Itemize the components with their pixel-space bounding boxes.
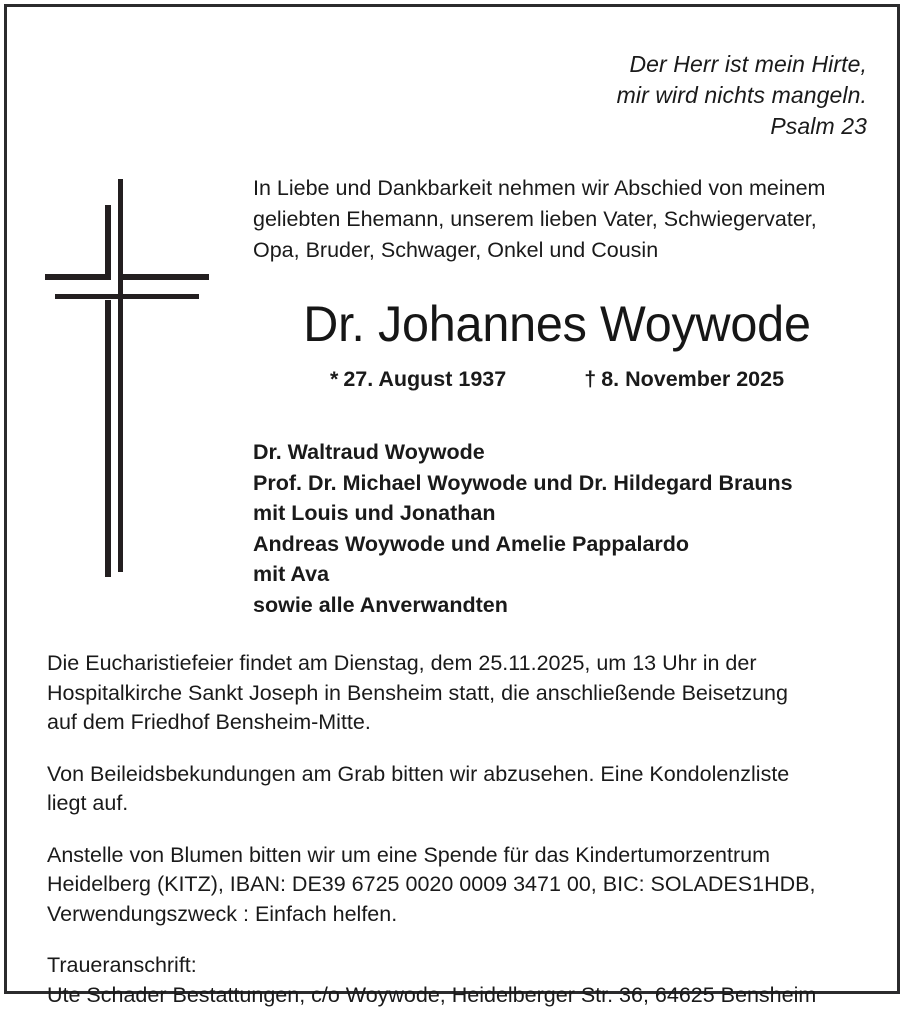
intro-line-1: In Liebe und Dankbarkeit nehmen wir Abschied von meinem xyxy=(253,173,885,204)
donation-reference: Verwendungszweck : Einfach helfen. xyxy=(47,900,887,930)
donation-bank-details: Heidelberg (KITZ), IBAN: DE39 6725 0020 0009 3471 00, BIC: SOLADES1HDB, xyxy=(47,870,887,900)
family-list xyxy=(253,437,873,620)
family-line-5: mit Ava xyxy=(253,559,873,590)
mourning-address-paragraph xyxy=(47,951,887,1010)
death-date-value: 8. November 2025 xyxy=(601,367,784,391)
cross-icon xyxy=(37,167,227,587)
family-line-1: Dr. Waltraud Woywode xyxy=(253,437,873,468)
life-dates xyxy=(237,367,877,392)
donation-request-line-1: Anstelle von Blumen bitten wir um eine Spende für das Kindertumorzentrum xyxy=(47,841,887,871)
condolence-request-line-1: Von Beileidsbekundungen am Grab bitten wir abzusehen. Eine Kondolenzliste xyxy=(47,760,887,790)
intro-text xyxy=(253,173,885,266)
epigraph-source: Psalm 23 xyxy=(447,111,867,142)
birth-star-icon: * xyxy=(330,367,338,391)
intro-line-2: geliebten Ehemann, unserem lieben Vater, Schwiegervater, xyxy=(253,204,885,235)
epigraph-line-2: mir wird nichts mangeln. xyxy=(447,80,867,111)
scripture-epigraph xyxy=(447,49,867,142)
obituary-notice xyxy=(4,4,900,994)
family-line-6: sowie alle Anverwandten xyxy=(253,590,873,621)
death-dagger-icon: † xyxy=(584,367,596,391)
family-line-2: Prof. Dr. Michael Woywode und Dr. Hildegard Brauns xyxy=(253,468,873,499)
birth-date xyxy=(330,367,506,392)
mourning-address-label: Traueranschrift: xyxy=(47,951,887,981)
service-details-line-3: auf dem Friedhof Bensheim-Mitte. xyxy=(47,708,887,738)
notice-body xyxy=(47,649,887,1010)
family-line-3: mit Louis und Jonathan xyxy=(253,498,873,529)
donation-request-paragraph xyxy=(47,841,887,930)
service-details-line-1: Die Eucharistiefeier findet am Dienstag, dem 25.11.2025, um 13 Uhr in der xyxy=(47,649,887,679)
deceased-name: Dr. Johannes Woywode xyxy=(247,295,868,353)
condolence-request-line-2: liegt auf. xyxy=(47,789,887,819)
condolence-request-paragraph xyxy=(47,760,887,819)
death-date xyxy=(584,367,784,392)
intro-line-3: Opa, Bruder, Schwager, Onkel und Cousin xyxy=(253,235,885,266)
epigraph-line-1: Der Herr ist mein Hirte, xyxy=(447,49,867,80)
service-details-paragraph xyxy=(47,649,887,738)
birth-date-value: 27. August 1937 xyxy=(343,367,506,391)
service-details-line-2: Hospitalkirche Sankt Joseph in Bensheim statt, die anschließende Beisetzung xyxy=(47,679,887,709)
family-line-4: Andreas Woywode und Amelie Pappalardo xyxy=(253,529,873,560)
mourning-address-value: Ute Schader Bestattungen, c/o Woywode, Heidelberger Str. 36, 64625 Bensheim xyxy=(47,981,887,1010)
